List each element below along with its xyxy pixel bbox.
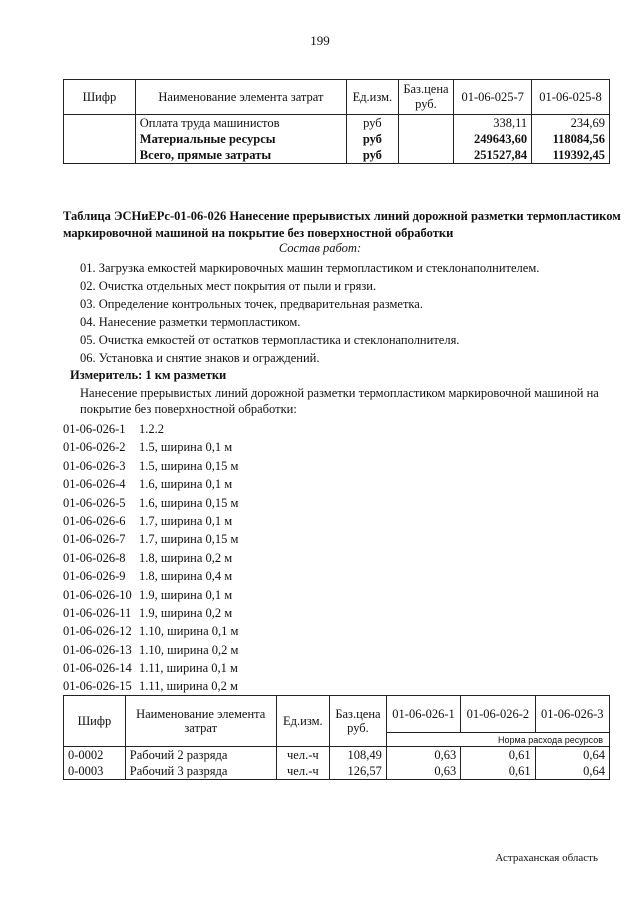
item-text: 1.8, ширина 0,2 м	[139, 550, 233, 565]
list-item: 01. Загрузка емкостей маркировочных машин термопластиком и стеклонаполнителем.	[80, 261, 540, 275]
list-item	[63, 494, 238, 512]
name-cell: Оплата труда машинистов	[135, 115, 346, 132]
value-cell: 118084,56	[532, 131, 610, 147]
item-text: 1.5, ширина 0,15 м	[139, 458, 239, 473]
item-text: 1.7, ширина 0,1 м	[139, 513, 233, 528]
item-code: 01-06-026-12	[63, 624, 132, 639]
col-header-026-3: 01-06-026-3	[535, 696, 609, 733]
page-number: 199	[310, 33, 330, 48]
col-header-026-1: 01-06-026-1	[386, 696, 460, 733]
price-cell	[398, 147, 454, 164]
section-title: Таблица ЭСНиЕРс-01-06-026 Нанесение прерывистых линий дорожной разметки термопластиком маркировочной машиной на покрытие без поверхностной обработки	[63, 209, 621, 240]
col-header-code: Шифр	[64, 696, 126, 747]
list-item: 05. Очистка емкостей от остатков термопластика и стеклонаполнителя.	[80, 333, 460, 347]
item-text: 1.8, ширина 0,4 м	[139, 569, 233, 584]
col-header-price: Баз.цена руб.	[398, 80, 454, 115]
item-code: 01-06-026-15	[63, 679, 132, 694]
list-item: 02. Очистка отдельных мест покрытия от пыли и грязи.	[80, 279, 377, 293]
item-text: 1.7, ширина 0,15 м	[139, 532, 239, 547]
list-item	[63, 420, 238, 438]
description: Нанесение прерывистых линий дорожной разметки термопластиком маркировочной машиной на покрытие без поверхностной обработки:	[80, 386, 599, 416]
work-list	[80, 259, 539, 367]
item-text: 1.9, ширина 0,1 м	[139, 587, 233, 602]
item-code: 01-06-026-1	[63, 422, 126, 436]
value-cell: 0,61	[461, 747, 535, 764]
col-header-name: Наименование элемента затрат	[125, 696, 276, 747]
value-cell: 249643,60	[454, 131, 532, 147]
list-item	[63, 604, 238, 622]
table-row	[64, 131, 610, 147]
value-cell: 0,61	[461, 763, 535, 780]
list-item: 06. Установка и снятие знаков и ограждений.	[80, 351, 320, 365]
table-row	[64, 747, 610, 764]
work-composition-heading: Состав работ:	[278, 241, 362, 255]
name-cell: Рабочий 3 разряда	[125, 763, 276, 780]
table-header-row	[64, 696, 610, 733]
code-list	[63, 420, 238, 696]
value-cell: 0,63	[386, 747, 460, 764]
list-item	[63, 438, 238, 456]
price-cell	[398, 131, 454, 147]
code-cell	[64, 115, 136, 132]
unit-cell: чел.-ч	[276, 763, 329, 780]
list-item	[63, 530, 238, 548]
value-cell: 0,64	[535, 763, 609, 780]
list-item: 04. Нанесение разметки термопластиком.	[80, 315, 301, 329]
measure-unit: Измеритель: 1 км разметки	[70, 368, 227, 382]
name-cell: Всего, прямые затраты	[135, 147, 346, 164]
value-cell: 251527,84	[454, 147, 532, 164]
name-cell: Материальные ресурсы	[135, 131, 346, 147]
list-item	[63, 567, 238, 585]
cost-table-025	[63, 79, 610, 164]
item-text: 1.6, ширина 0,15 м	[139, 495, 239, 510]
col-header-026-2: 01-06-026-2	[461, 696, 535, 733]
item-code: 01-06-026-6	[63, 513, 126, 528]
list-item: 03. Определение контрольных точек, предварительная разметка.	[80, 297, 423, 311]
col-header-unit: Ед.изм.	[347, 80, 399, 115]
price-cell	[398, 115, 454, 132]
col-header-code: Шифр	[64, 80, 136, 115]
code-cell	[64, 147, 136, 164]
code-cell: 0-0002	[64, 747, 126, 764]
unit-cell: чел.-ч	[276, 747, 329, 764]
item-code: 01-06-026-10	[63, 587, 132, 602]
name-cell: Рабочий 2 разряда	[125, 747, 276, 764]
item-code: 01-06-026-9	[63, 569, 126, 584]
table-header-row	[64, 80, 610, 115]
col-header-unit: Ед.изм.	[276, 696, 329, 747]
item-code: 01-06-026-8	[63, 550, 126, 565]
value-cell: 0,63	[386, 763, 460, 780]
item-code: 01-06-026-4	[63, 477, 126, 492]
value-cell: 338,11	[454, 115, 532, 132]
code-cell: 0-0003	[64, 763, 126, 780]
item-code: 01-06-026-5	[63, 495, 126, 510]
table-row	[64, 763, 610, 780]
list-item	[63, 512, 238, 530]
table-row	[64, 115, 610, 132]
list-item	[63, 641, 238, 659]
col-header-price: Баз.цена руб.	[330, 696, 387, 747]
item-text: 1.11, ширина 0,2 м	[139, 679, 238, 694]
norm-label: Норма расхода ресурсов	[386, 733, 609, 747]
item-code: 01-06-026-11	[63, 605, 132, 620]
price-cell: 108,49	[330, 747, 387, 764]
item-text: 1.2.2	[139, 422, 164, 436]
item-text: 1.9, ширина 0,2 м	[139, 605, 233, 620]
item-code: 01-06-026-2	[63, 440, 126, 455]
list-item	[63, 622, 238, 640]
item-text: 1.10, ширина 0,1 м	[139, 624, 239, 639]
list-item	[63, 549, 238, 567]
item-text: 1.6, ширина 0,1 м	[139, 477, 233, 492]
unit-cell: руб	[347, 147, 399, 164]
code-cell	[64, 131, 136, 147]
col-header-025-7: 01-06-025-7	[454, 80, 532, 115]
item-code: 01-06-026-3	[63, 458, 126, 473]
footer-region: Астраханская область	[495, 852, 598, 864]
list-item	[63, 457, 238, 475]
item-code: 01-06-026-7	[63, 532, 126, 547]
resource-table-026	[63, 695, 610, 780]
unit-cell: руб	[347, 115, 399, 132]
item-text: 1.5, ширина 0,1 м	[139, 440, 233, 455]
col-header-025-8: 01-06-025-8	[532, 80, 610, 115]
table-row	[64, 147, 610, 164]
col-header-name: Наименование элемента затрат	[135, 80, 346, 115]
item-code: 01-06-026-13	[63, 642, 132, 657]
list-item	[63, 677, 238, 695]
item-text: 1.10, ширина 0,2 м	[139, 642, 239, 657]
item-text: 1.11, ширина 0,1 м	[139, 661, 238, 676]
item-code: 01-06-026-14	[63, 661, 132, 676]
value-cell: 119392,45	[532, 147, 610, 164]
unit-cell: руб	[347, 131, 399, 147]
price-cell: 126,57	[330, 763, 387, 780]
list-item	[63, 475, 238, 493]
list-item	[63, 659, 238, 677]
list-item	[63, 586, 238, 604]
value-cell: 0,64	[535, 747, 609, 764]
value-cell: 234,69	[532, 115, 610, 132]
